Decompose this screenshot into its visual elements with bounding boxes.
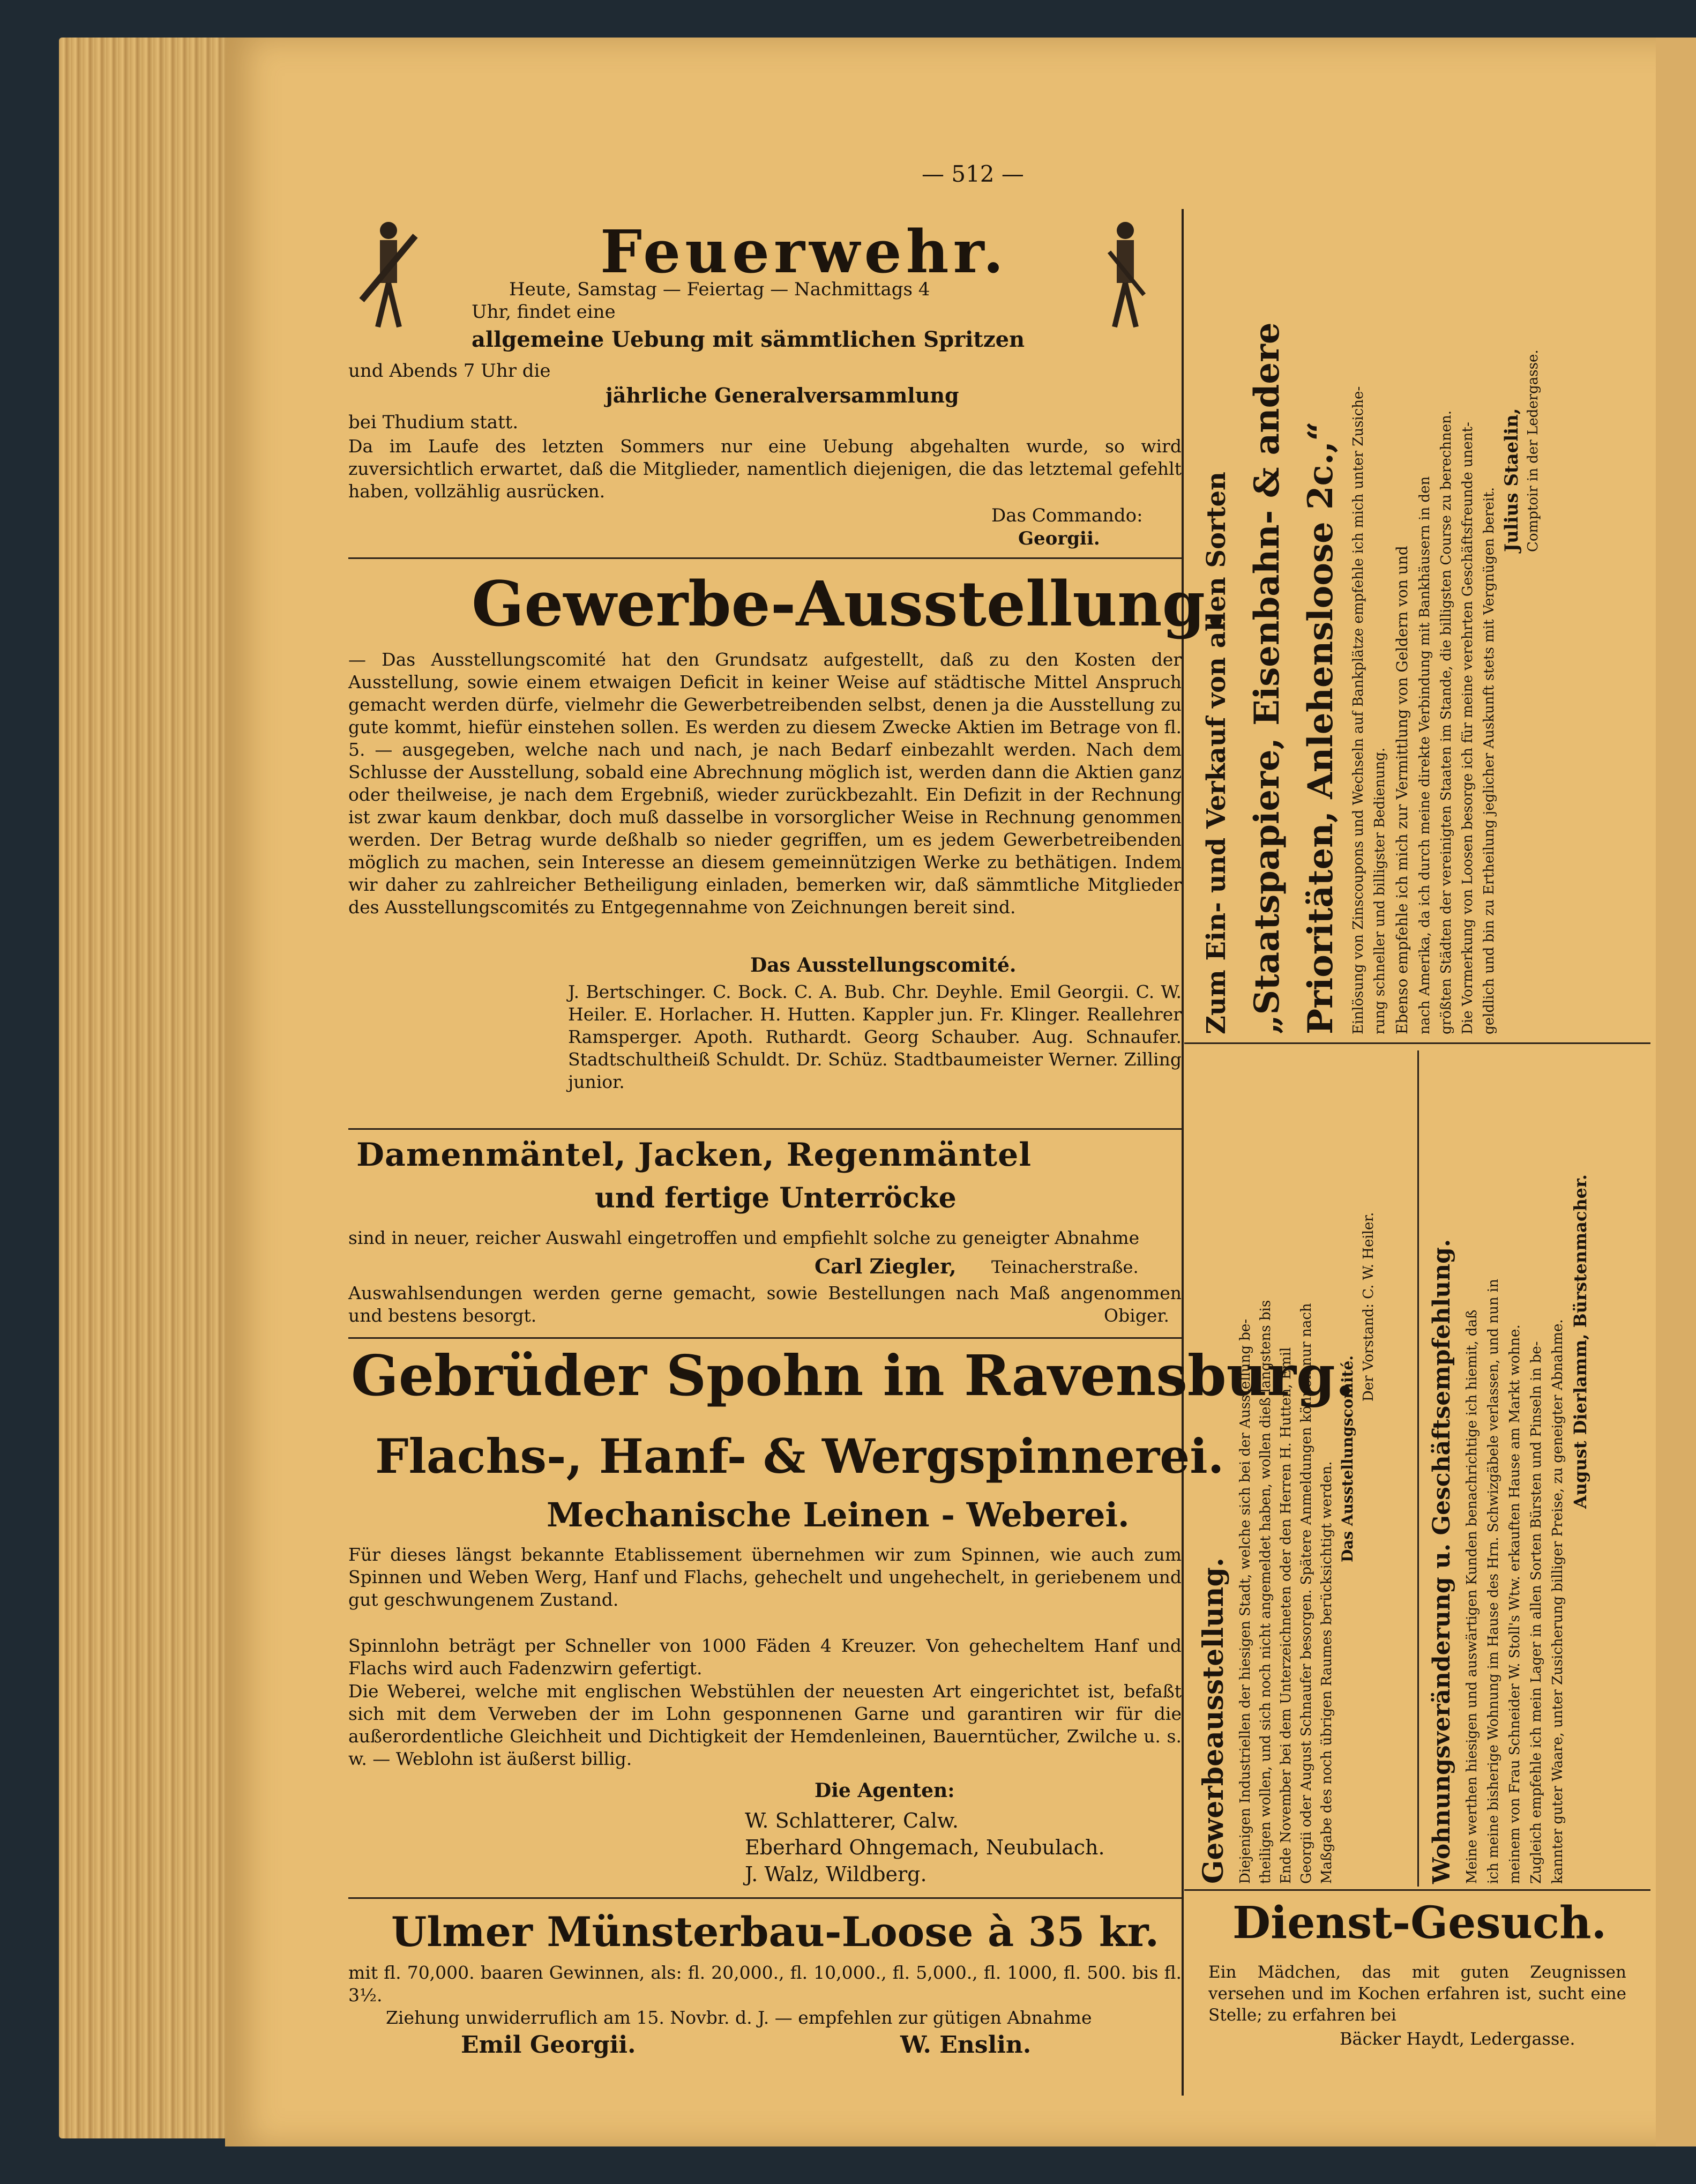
damen-line1: sind in neuer, reicher Auswahl eingetroffen und empfiehlt solche zu geneigter Abnahme (348, 1227, 1140, 1248)
spohn-sub2: Mechanische Leinen - Weberei. (547, 1495, 1130, 1534)
feuerwehr-line3: allgemeine Uebung mit sämmtlichen Spritzen (472, 327, 1025, 352)
book-page-edges (59, 38, 236, 2138)
fireman-left-illustration (356, 214, 421, 332)
damen-subtitle: und fertige Unterröcke (595, 1182, 957, 1214)
feuerwehr-sign1: Das Commando: (991, 505, 1143, 526)
staat-line-2: Prioritäten, Anlehensloose 2c.,“ (1301, 421, 1341, 1034)
staat-line-1: „Staatspapiere, Eisenbahn- & andere (1247, 322, 1287, 1034)
wohnungsveraenderung-notice (1423, 1059, 1592, 1884)
rule-4 (348, 1897, 1182, 1899)
staat-line-3: Einlösung von Zinscoupons und Wechseln auf Bankplätze empfehle ich mich unter Zusiche- (1350, 386, 1366, 1034)
gewerbeausstellung-notice (1192, 1059, 1379, 1884)
dienst-body: Ein Mädchen, das mit guten Zeugnissen versehen und im Kochen erfahren ist, sucht eine Stelle; zu erfahren bei (1208, 1963, 1626, 2025)
gew-line-7: Der Vorstand: C. W. Heiler. (1361, 1212, 1377, 1402)
rule-right-1 (1184, 1042, 1650, 1044)
spohn-agent3: J. Walz, Wildberg. (745, 1862, 927, 1886)
fireman-right-illustration (1093, 214, 1157, 332)
feuerwehr-line2: Uhr, findet eine (472, 301, 616, 323)
gewerbe-members: J. Bertschinger. C. Bock. C. A. Bub. Chr. Deyhle. Emil Georgii. C. W. Heiler. E. Horlacher. H. Hutten. Kappler jun. Fr. Klinger. Reallehrer Ramsperger. Apoth. Ruthardt. Georg Schauber. Aug. Schnaufer. Stadtschultheiß Schuldt. Dr. Schüz. Stadtbaumeister Werner. Zilling junior. (568, 981, 1182, 1092)
gewerbe-title: Gewerbe-Ausstellung. (472, 568, 1227, 640)
staat-line-6: nach Amerika, da ich durch meine direkte Verbindung mit Bankhäusern in den (1417, 476, 1433, 1034)
feuerwehr-body: Da im Laufe des letzten Sommers nur eine Uebung abgehalten wurde, so wird zuversichtlich erwartet, daß die Mitglieder, namentlich diejenigen, die das letztemal gefehlt haben, vollzählig ausrücken. (348, 436, 1182, 502)
page-number: — 512 — (922, 161, 1024, 187)
staat-line-7: größten Städten der vereinigten Staaten im Stande, die billigsten Course zu berechnen. (1438, 410, 1454, 1034)
ulmer-sign1: Emil Georgii. (461, 2031, 636, 2059)
woh-line-3: meinem von Frau Schneider W. Stoll's Wtw. erkauften Hause am Markt wohne. (1507, 1324, 1523, 1884)
damen-sign: Carl Ziegler, (815, 1254, 957, 1278)
staat-line-10: Julius Staelin, (1501, 408, 1522, 552)
page-right-strip (1656, 38, 1696, 2146)
spohn-body2: Spinnlohn beträgt per Schneller von 1000 Fäden 4 Kreuzer. Von gehecheltem Hanf und Flachs wird auch Fadenzwirn gefertigt. (348, 1635, 1182, 1679)
gew-line-4: Georgii oder August Schnaufer besorgen. Spätere Anmeldungen können nur nach (1298, 1303, 1314, 1884)
staat-line-5: Ebenso empfehle ich mich zur Vermittlung von Geldern von und (1393, 546, 1411, 1034)
gewerbe-comite: Das Ausstellungscomité. (750, 954, 1017, 977)
gew-line-6: Das Ausstellungscomité. (1339, 1355, 1356, 1562)
gew-line-3: Ende November bei dem Unterzeichneten oder den Herren H. Hutten, Emil (1278, 1347, 1294, 1884)
woh-line-4: Zugleich empfehle ich mein Lager in allen Sorten Bürsten und Pinseln in be- (1528, 1341, 1544, 1884)
spohn-agent2: Eberhard Ohngemach, Neubulach. (745, 1836, 1105, 1859)
staat-line-9: geldlich und bin zu Ertheilung jeglicher Auskunft stets mit Vergnügen bereit. (1481, 487, 1497, 1034)
staat-line-11: Comptoir in der Ledergasse. (1525, 349, 1541, 552)
column-rule (1182, 209, 1184, 2096)
feuerwehr-line6: bei Thudium statt. (348, 412, 519, 433)
spohn-sub1: Flachs-, Hanf- & Wergspinnerei. (375, 1428, 1224, 1484)
spohn-title: Gebrüder Spohn in Ravensburg. (351, 1343, 1355, 1408)
rule-right-2 (1184, 1889, 1650, 1891)
rule-3 (348, 1337, 1182, 1339)
gew-line-5: Maßgabe des noch übrigen Raumes berücksichtigt werden. (1319, 1461, 1335, 1884)
dienst-title: Dienst-Gesuch. (1232, 1897, 1607, 1949)
rule-right-vertical (1417, 1050, 1419, 1887)
ulmer-body: mit fl. 70,000. baaren Gewinnen, als: fl. 20,000., fl. 10,000., fl. 5,000., fl. 1000, fl. 500. bis fl. 3½. (348, 1962, 1182, 2006)
ulmer-title: Ulmer Münsterbau-Loose à 35 kr. (391, 1908, 1160, 1956)
gew-line-1: Diejenigen Industriellen der hiesigen Stadt, welche sich bei der Ausstellung be- (1237, 1318, 1253, 1884)
feuerwehr-sign2: Georgii. (1018, 528, 1100, 549)
gew-line-2: theiligen wollen, und sich noch nicht angemeldet haben, wollen dieß längstens bis (1258, 1300, 1274, 1884)
woh-line-2: ich meine bisherige Wohnung im Hause des Hrn. Schwizgäbele verlassen, und nun in (1485, 1279, 1501, 1884)
staatspapiere-ad (1192, 204, 1543, 1034)
woh-line-1: Meine werthen hiesigen und auswärtigen Kunden benachrichtige ich hiemit, daß (1464, 1309, 1480, 1884)
damen-line2: Auswahlsendungen werden gerne gemacht, sowie Bestellungen nach Maß angenommen und bestens besorgt. (348, 1283, 1182, 1326)
damen-line3: Obiger. (1104, 1305, 1170, 1326)
woh-line-5: kannter guter Waare, unter Zusicherung billiger Preise, zu geneigter Abnahme. (1550, 1319, 1566, 1884)
ulmer-sign2: W. Enslin. (900, 2031, 1032, 2059)
feuerwehr-line4: und Abends 7 Uhr die (348, 360, 551, 382)
damen-title: Damenmäntel, Jacken, Regenmäntel (356, 1136, 1032, 1174)
feuerwehr-line5: jährliche Generalversammlung (606, 383, 959, 407)
spohn-body3: Die Weberei, welche mit englischen Webstühlen der neuesten Art eingerichtet ist, befaßt sich mit dem Verweben der im Lohn gesponnenen Garne und garantiren wir für die außerordentliche Gleichheit und Dichtigkeit der Hemdenleinen, Bauerntücher, Zwilche u. s. w. — Weblohn ist äußerst billig. (348, 1681, 1182, 1769)
woh-line-6: August Dierlamm, Bürstenmacher. (1570, 1174, 1590, 1509)
woh-line-0: Wohnungsveränderung u. Geschäftsempfehlung. (1428, 1239, 1455, 1884)
gew-line-0: Gewerbeausstellung. (1197, 1557, 1230, 1884)
feuerwehr-line1: Heute, Samstag — Feiertag — Nachmittags 4 (509, 279, 930, 300)
rule-1 (348, 557, 1182, 559)
gewerbe-body: — Das Ausstellungscomité hat den Grundsatz aufgestellt, daß zu den Kosten der Ausstellung, sowie einem etwaigen Deficit in keiner Weise auf städtische Mittel Anspruch gemacht werden dürfe, vielmehr die Gewerbetreibenden selbst, denen ja die Ausstellung zu gute kommt, hiefür einstehen sollen. Es werden zu diesem Zwecke Aktien im Betrage von fl. 5. — ausgegeben, welche nach und nach, je nach Bedarf einbezahlt werden. Nach dem Schlusse der Ausstellung, sobald eine Abrechnung möglich ist, werden dann die Aktien ganz oder theilweise, je nach dem Ergebniß, wieder zurückbezahlt. Ein Defizit in der Rechnung ist zwar kaum denkbar, doch muß dasselbe in vorsorglicher Weise in Rechnung genommen werden. Der Betrag wurde deßhalb so nieder gegriffen, um es jedem Gewerbetreibenden möglich zu machen, sein Interesse an diesem gemeinnützigen Werke zu bethätigen. Indem wir daher zu zahlreicher Betheiligung einladen, bemerken wir, daß sämmtliche Mitglieder des Ausstellungscomités zu Entgegennahme von Zeichnungen bereit sind. (348, 649, 1182, 918)
staat-line-4: rung schneller und billigster Bedienung. (1372, 747, 1388, 1034)
spohn-agent1: W. Schlatterer, Calw. (745, 1809, 959, 1832)
staat-line-8: Die Vormerkung von Loosen besorge ich für meine verehrten Geschäftsfreunde unent- (1460, 422, 1476, 1034)
staat-line-0: Zum Ein- und Verkauf von allen Sorten (1201, 472, 1231, 1034)
dienst-sign: Bäcker Haydt, Ledergasse. (1340, 2029, 1575, 2049)
feuerwehr-title: Feuerwehr. (600, 217, 1008, 286)
spohn-agents-title: Die Agenten: (815, 1779, 955, 1802)
spohn-body1: Für dieses längst bekannte Etablissement übernehmen wir zum Spinnen, wie auch zum Spinnen und Weben Werg, Hanf und Flachs, gehechelt und ungehechelt, in geriebenem und gut geschwungenem Zustand. (348, 1544, 1182, 1610)
rule-2 (348, 1128, 1182, 1130)
ulmer-line2: Ziehung unwiderruflich am 15. Novbr. d. J. — empfehlen zur gütigen Abnahme (386, 2007, 1092, 2028)
damen-sign-addr: Teinacherstraße. (991, 1257, 1139, 1277)
